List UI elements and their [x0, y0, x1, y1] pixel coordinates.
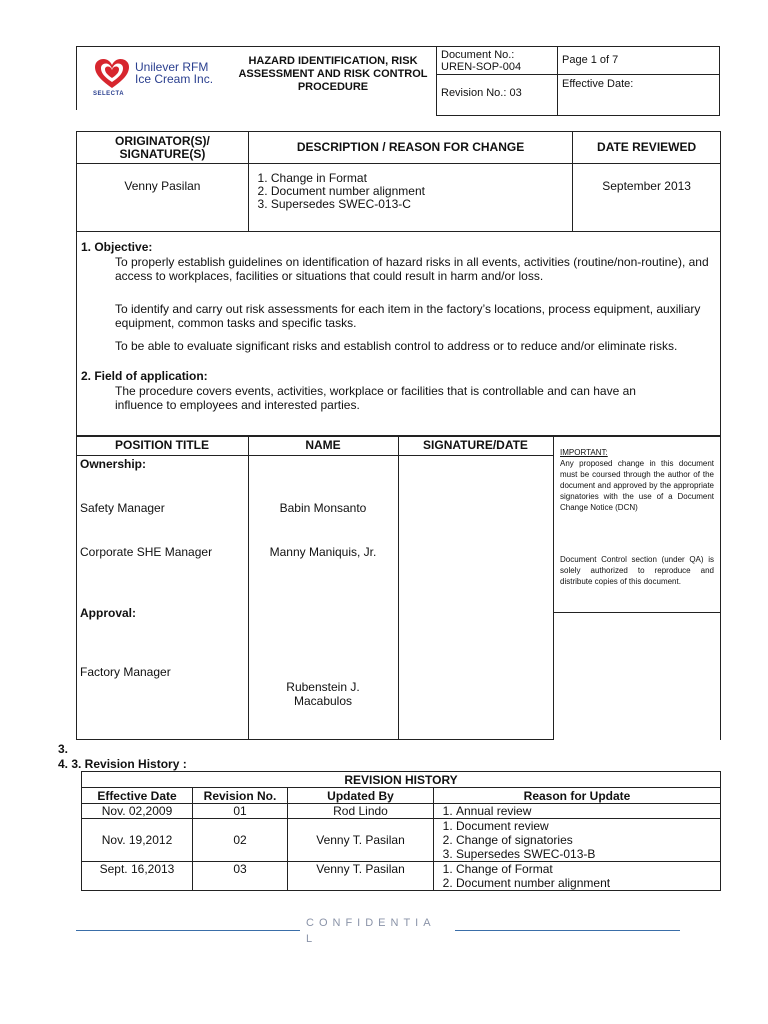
- signature-date-header: SIGNATURE/DATE: [423, 438, 528, 452]
- doc-number-value: UREN-SOP-004: [441, 61, 522, 73]
- ownership-label: Ownership:: [80, 457, 147, 471]
- reason-item: 3. Supersedes SWEC-013-B: [456, 847, 720, 861]
- reason-item: 1. Annual review: [456, 804, 720, 818]
- originator-header: ORIGINATOR(S)/ SIGNATURE(S): [77, 132, 249, 164]
- brand-label: SELECTA: [93, 91, 125, 97]
- updated-by-cell: Rod Lindo: [288, 804, 434, 819]
- description-header: DESCRIPTION / REASON FOR CHANGE: [248, 132, 572, 164]
- name-header: NAME: [305, 438, 341, 452]
- revision-number-cell: 02: [193, 819, 288, 862]
- doc-number-cell: [436, 46, 558, 116]
- revision-number-header: Revision No.: [193, 788, 288, 804]
- revision-number-cell: 03: [193, 862, 288, 891]
- position-title: Corporate SHE Manager: [80, 545, 213, 559]
- updated-by-header: Updated By: [288, 788, 434, 804]
- reason-header: Reason for Update: [434, 788, 721, 804]
- footer-rule-left: [76, 930, 300, 931]
- position-title: Safety Manager: [80, 501, 165, 515]
- revision-history-table: [81, 771, 721, 891]
- signatory-name: Babin Monsanto: [279, 501, 367, 515]
- change-description: [248, 164, 572, 232]
- change-item: 1. Change in Format: [271, 172, 572, 185]
- field-heading: 2. Field of application:: [81, 369, 208, 383]
- field-paragraph: The procedure covers events, activities, workplace or facilities that is controllable and can have an influence to employees and interested parties.: [115, 384, 636, 412]
- objective-section: [76, 226, 721, 436]
- updated-by-cell: Venny T. Pasilan: [288, 862, 434, 891]
- reason-item: 1. Document review: [456, 819, 720, 833]
- document-title: HAZARD IDENTIFICATION, RISK ASSESSMENT AND RISK CONTROL PROCEDURE: [230, 46, 436, 116]
- date-reviewed-header: DATE REVIEWED: [573, 132, 721, 164]
- page-info-cell: [558, 46, 720, 116]
- table-row: [82, 819, 721, 862]
- objective-heading: 1. Objective:: [81, 240, 153, 254]
- company-line-2: Ice Cream Inc.: [135, 72, 214, 86]
- company-line-1: Unilever RFM: [135, 60, 209, 74]
- reason-cell: [434, 819, 721, 862]
- reason-item: 2. Change of signatories: [456, 833, 720, 847]
- signatory-name: Manny Maniquis, Jr.: [269, 545, 377, 559]
- signatory-name-line-2: Macabulos: [293, 694, 353, 708]
- company-name: [135, 61, 213, 85]
- revision-date: Nov. 02,2009: [82, 804, 193, 819]
- revision-number-cell: 01: [193, 804, 288, 819]
- footer-rule-right: [455, 930, 680, 931]
- updated-by-cell: Venny T. Pasilan: [288, 819, 434, 862]
- change-item: 2. Document number alignment: [271, 185, 572, 198]
- change-table: [76, 131, 721, 232]
- header-logo-cell: [76, 46, 230, 110]
- reason-item: 2. Document number alignment: [456, 876, 720, 890]
- position-title: Factory Manager: [80, 665, 171, 679]
- signatory-table: [76, 436, 721, 740]
- revision-table-title: REVISION HISTORY: [82, 772, 721, 788]
- important-note: Any proposed change in this document must be coursed through the author of the document and approved by the appropriate signatories with the use of a Document Change Notice (DCN): [560, 459, 714, 512]
- stray-number: 3.: [58, 742, 69, 756]
- doc-number-label: Document No.:: [441, 49, 515, 61]
- change-item: 3. Supersedes SWEC-013-C: [271, 198, 572, 211]
- revision-number: Revision No.: 03: [441, 87, 522, 99]
- objective-paragraph: To properly establish guidelines on identification of hazard risks in all events, activities (routine/non-routine), and access to workplaces, facilities or situations that could result in harm and/or loss.: [115, 255, 709, 283]
- revision-date: Sept. 16,2013: [82, 862, 193, 891]
- heart-logo-icon: [93, 57, 131, 91]
- objective-paragraph: To be able to evaluate significant risks and establish control to address or to reduce and/or eliminate risks.: [115, 339, 678, 353]
- reason-item: 1. Change of Format: [456, 862, 720, 876]
- confidential-line-2: L: [306, 933, 318, 945]
- document-control-note: Document Control section (under QA) is solely authorized to reproduce and distribute copies of this document.: [560, 555, 714, 586]
- signatory-name: [248, 680, 398, 708]
- signatory-name-line-1: Rubenstein J.: [286, 680, 360, 694]
- effective-date-header: Effective Date: [82, 788, 193, 804]
- originator-name: Venny Pasilan: [77, 164, 249, 232]
- page-number: Page 1 of 7: [558, 47, 719, 75]
- reason-cell: [434, 862, 721, 891]
- table-row: [82, 862, 721, 891]
- approval-label: Approval:: [80, 606, 137, 620]
- date-reviewed: September 2013: [573, 164, 721, 232]
- objective-paragraph: To identify and carry out risk assessments for each item in the factory’s locations, process equipment, auxiliary equipment, common tasks and specific tasks.: [115, 302, 701, 330]
- reason-cell: [434, 804, 721, 819]
- position-title-header: POSITION TITLE: [114, 438, 209, 452]
- table-row: [82, 804, 721, 819]
- revision-date: Nov. 19,2012: [82, 819, 193, 862]
- revision-history-heading: 4. 3. Revision History :: [58, 757, 187, 771]
- effective-date-label: Effective Date:: [562, 78, 634, 90]
- confidential-line-1: CONFIDENTIA: [306, 917, 436, 929]
- confidential-label: [306, 915, 448, 947]
- important-label: IMPORTANT:: [560, 448, 608, 457]
